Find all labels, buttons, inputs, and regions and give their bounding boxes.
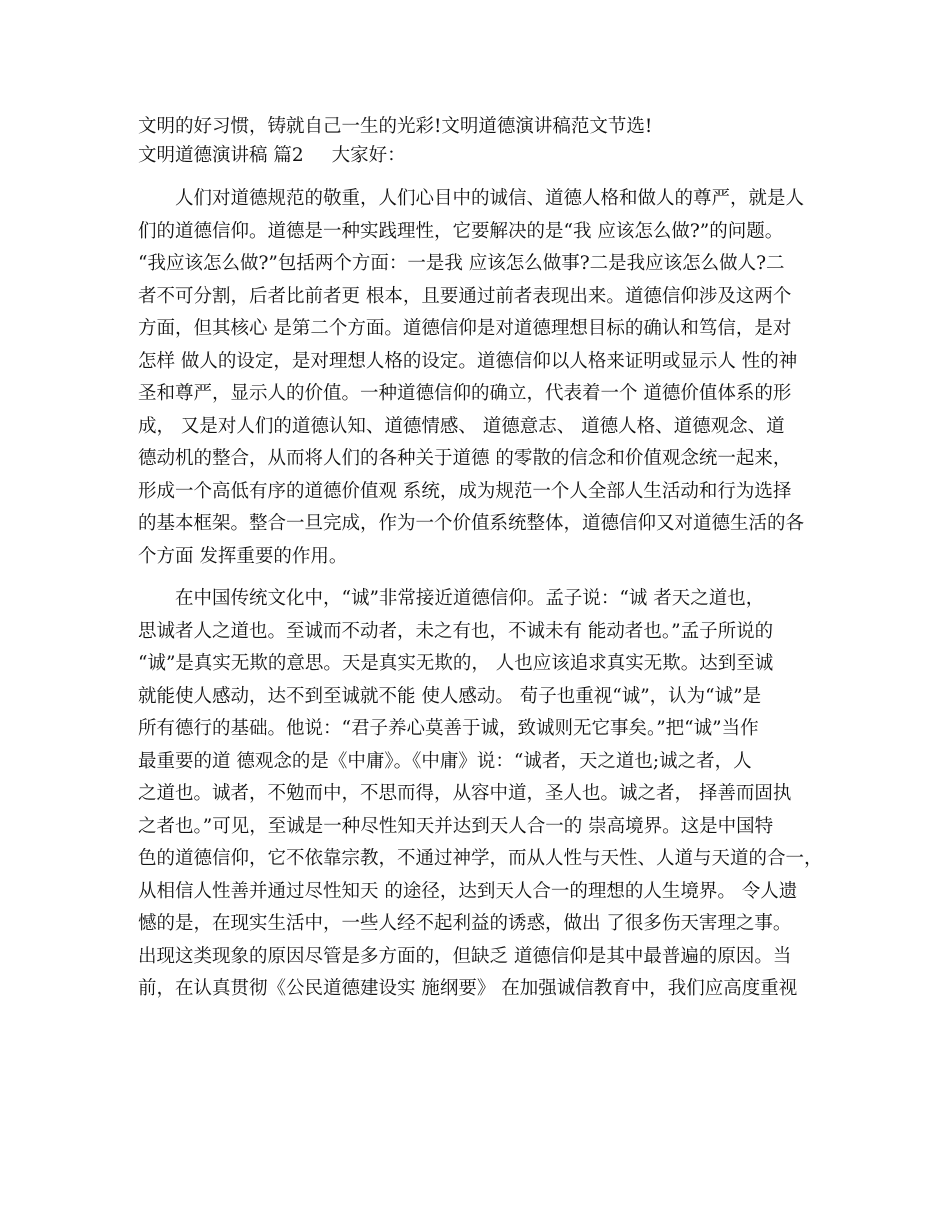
paragraph-line: “诚”是真实无欺的意思。天是真实无欺的， 人也应该追求真实无欺。达到至诚 <box>138 653 774 674</box>
paragraph-line: 者不可分割，后者比前者更 根本，且要通过前者表现出来。道德信仰涉及这两个 <box>138 285 792 307</box>
paragraph-line: 前，在认真贯彻《公民道德建设实 施纲要》 在加强诚信教育中，我们应高度重视 <box>138 978 798 999</box>
paragraph-line: 个方面 发挥重要的作用。 <box>138 545 348 567</box>
paragraph-line: 德动机的整合，从而将人们的各种关于道德 的零散的信念和价值观念统一起来， <box>138 448 792 469</box>
paragraph-1 <box>138 183 816 573</box>
section-heading <box>138 145 816 175</box>
paragraph-line: 就能使人感动，达不到至诚就不能 使人感动。 荀子也重视“诚”，认为“诚”是 <box>138 685 762 707</box>
section-title: 文明道德演讲稿 篇2 <box>138 145 304 166</box>
greeting: 大家好： <box>331 145 406 166</box>
document-body <box>138 116 823 1006</box>
paragraph-line: 圣和尊严，显示人的价值。一种道德信仰的确立，代表着一个 道德价值体系的形 <box>138 383 792 404</box>
paragraph-line: 最重要的道 德观念的是《中庸》。《中庸》说：“诚者，天之道也;诚之者，人 <box>138 750 752 772</box>
paragraph-line: 所有德行的基础。他说：“君子养心莫善于诚，致诚则无它事矣。”把“诚”当作 <box>138 718 759 739</box>
paragraph-line: 从相信人性善并通过尽性知天 的途径，达到天人合一的理想的人生境界。 令人遗 <box>138 880 798 902</box>
paragraph-line: “我应该怎么做?”包括两个方面：一是我 应该怎么做事?二是我应该怎么做人?二 <box>138 253 785 274</box>
paragraph-2 <box>138 583 823 1006</box>
paragraph-line: 之者也。”可见，至诚是一种尽性知天并达到天人合一的 崇高境界。这是中国特 <box>138 815 774 837</box>
header-line: 文明的好习惯，铸就自己一生的光彩!文明道德演讲稿范文节选! <box>138 116 653 137</box>
paragraph-line: 人们对道德规范的敬重，人们心目中的诚信、道德人格和做人的尊严，就是人 <box>175 188 805 209</box>
paragraph-line: 思诚者人之道也。至诚而不动者，未之有也，不诚未有 能动者也。”孟子所说的 <box>138 620 774 642</box>
paragraph-line: 色的道德信仰，它不依靠宗教，不通过神学，而从人性与天性、人道与天道的合一， <box>138 848 823 869</box>
paragraph-line: 在中国传统文化中，“诚”非常接近道德信仰。孟子说：“诚 者天之道也， <box>175 588 765 609</box>
paragraph-line: 成， 又是对人们的道德认知、道德情感、 道德意志、 道德人格、道德观念、道 <box>138 415 785 437</box>
paragraph-line: 方面，但其核心 是第二个方面。道德信仰是对道德理想目标的确认和笃信，是对 <box>138 318 792 339</box>
paragraph-line: 出现这类现象的原因尽管是多方面的，但缺乏 道德信仰是其中最普遍的原因。当 <box>138 945 792 967</box>
paragraph-line: 怎样 做人的设定，是对理想人格的设定。道德信仰以人格来证明或显示人 性的神 <box>138 350 798 372</box>
paragraph-line: 形成一个高低有序的道德价值观 系统，成为规范一个人全部人生活动和行为选择 <box>138 480 792 502</box>
paragraph-line: 憾的是，在现实生活中，一些人经不起利益的诱惑，做出 了很多伤天害理之事。 <box>138 913 792 934</box>
paragraph-line: 们的道德信仰。道德是一种实践理性，它要解决的是“我 应该怎么做?”的问题。 <box>138 220 784 242</box>
paragraph-line: 之道也。诚者，不勉而中，不思而得，从容中道，圣人也。诚之者， 择善而固执 <box>138 783 792 804</box>
paragraph-line: 的基本框架。整合一旦完成，作为一个价值系统整体，道德信仰又对道德生活的各 <box>138 513 805 534</box>
